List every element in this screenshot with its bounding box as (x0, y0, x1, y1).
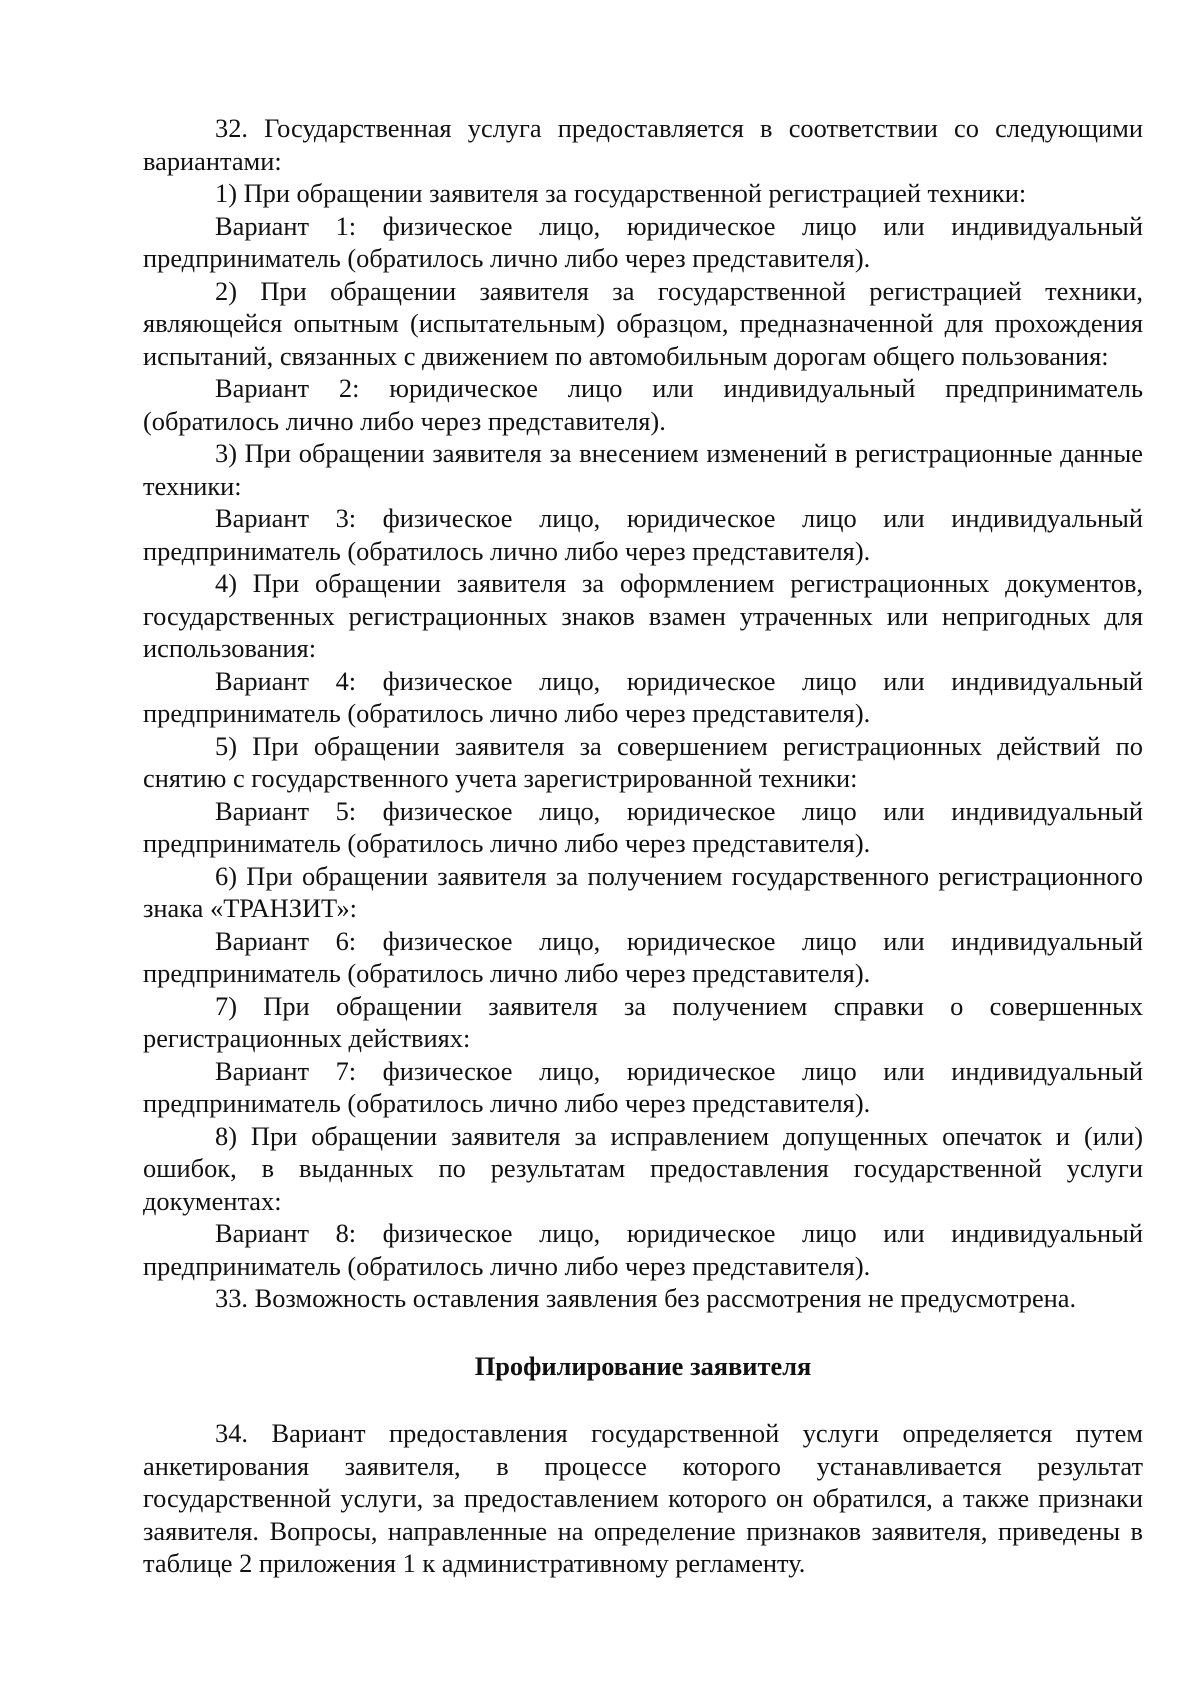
item-1: 1) При обращении заявителя за государственной регистрацией техники: (215, 178, 1027, 208)
paragraph-33: 33. Возможность оставления заявления без рассмотрения не предусмотрена. (215, 1283, 1077, 1313)
document-page (143, 112, 1143, 1580)
variant-4: Вариант 4: физическое лицо, юридическое лицо или индивидуальный предприниматель (обратилось лично либо через представителя). (143, 665, 1143, 728)
variant-5: Вариант 5: физическое лицо, юридическое лицо или индивидуальный предприниматель (обратилось лично либо через представителя). (143, 795, 1143, 858)
variant-6: Вариант 6: физическое лицо, юридическое лицо или индивидуальный предприниматель (обратилось лично либо через представителя). (143, 925, 1143, 988)
item-8: 8) При обращении заявителя за исправлением допущенных опечаток и (или) ошибок, в выданных по результатам предоставления государственной услуги документах: (143, 1120, 1143, 1216)
item-5: 5) При обращении заявителя за совершением регистрационных действий по снятию с государственного учета зарегистрированной техники: (143, 730, 1143, 793)
section-heading: Профилирование заявителя (474, 1350, 812, 1381)
item-7: 7) При обращении заявителя за получением справки о совершенных регистрационных действиях: (143, 990, 1143, 1053)
variant-1: Вариант 1: физическое лицо, юридическое лицо или индивидуальный предприниматель (обратилось лично либо через представителя). (143, 210, 1143, 273)
variant-2: Вариант 2: юридическое лицо или индивидуальный предприниматель (обратилось лично либо через представителя). (143, 373, 1143, 436)
paragraph-32: 32. Государственная услуга предоставляется в соответствии со следующими вариантами: (143, 113, 1143, 176)
variant-3: Вариант 3: физическое лицо, юридическое лицо или индивидуальный предприниматель (обратилось лично либо через представителя). (143, 503, 1143, 566)
item-2: 2) При обращении заявителя за государственной регистрацией техники, являющейся опытным (испытательным) образцом, предназначенной для прохождения испытаний, связанных с движением по автомобильным дорогам общего пользования: (143, 275, 1143, 371)
item-4: 4) При обращении заявителя за оформлением регистрационных документов, государственных регистрационных знаков взамен утраченных или непригодных для использования: (143, 568, 1143, 663)
paragraph-34: 34. Вариант предоставления государственной услуги определяется путем анкетирования заявителя, в процессе которого устанавливается результат государственной услуги, за предоставлением которого он обратился, а также признаки заявителя. Вопросы, направленные на определение признаков заявителя, приведены в таблице 2 приложения 1 к административному регламенту. (143, 1418, 1143, 1578)
item-6: 6) При обращении заявителя за получением государственного регистрационного знака «ТРАНЗИТ»: (143, 860, 1143, 923)
variant-8: Вариант 8: физическое лицо, юридическое лицо или индивидуальный предприниматель (обратилось лично либо через представителя). (143, 1218, 1143, 1281)
variant-7: Вариант 7: физическое лицо, юридическое лицо или индивидуальный предприниматель (обратилось лично либо через представителя). (143, 1055, 1143, 1118)
item-3: 3) При обращении заявителя за внесением изменений в регистрационные данные техники: (143, 438, 1143, 501)
